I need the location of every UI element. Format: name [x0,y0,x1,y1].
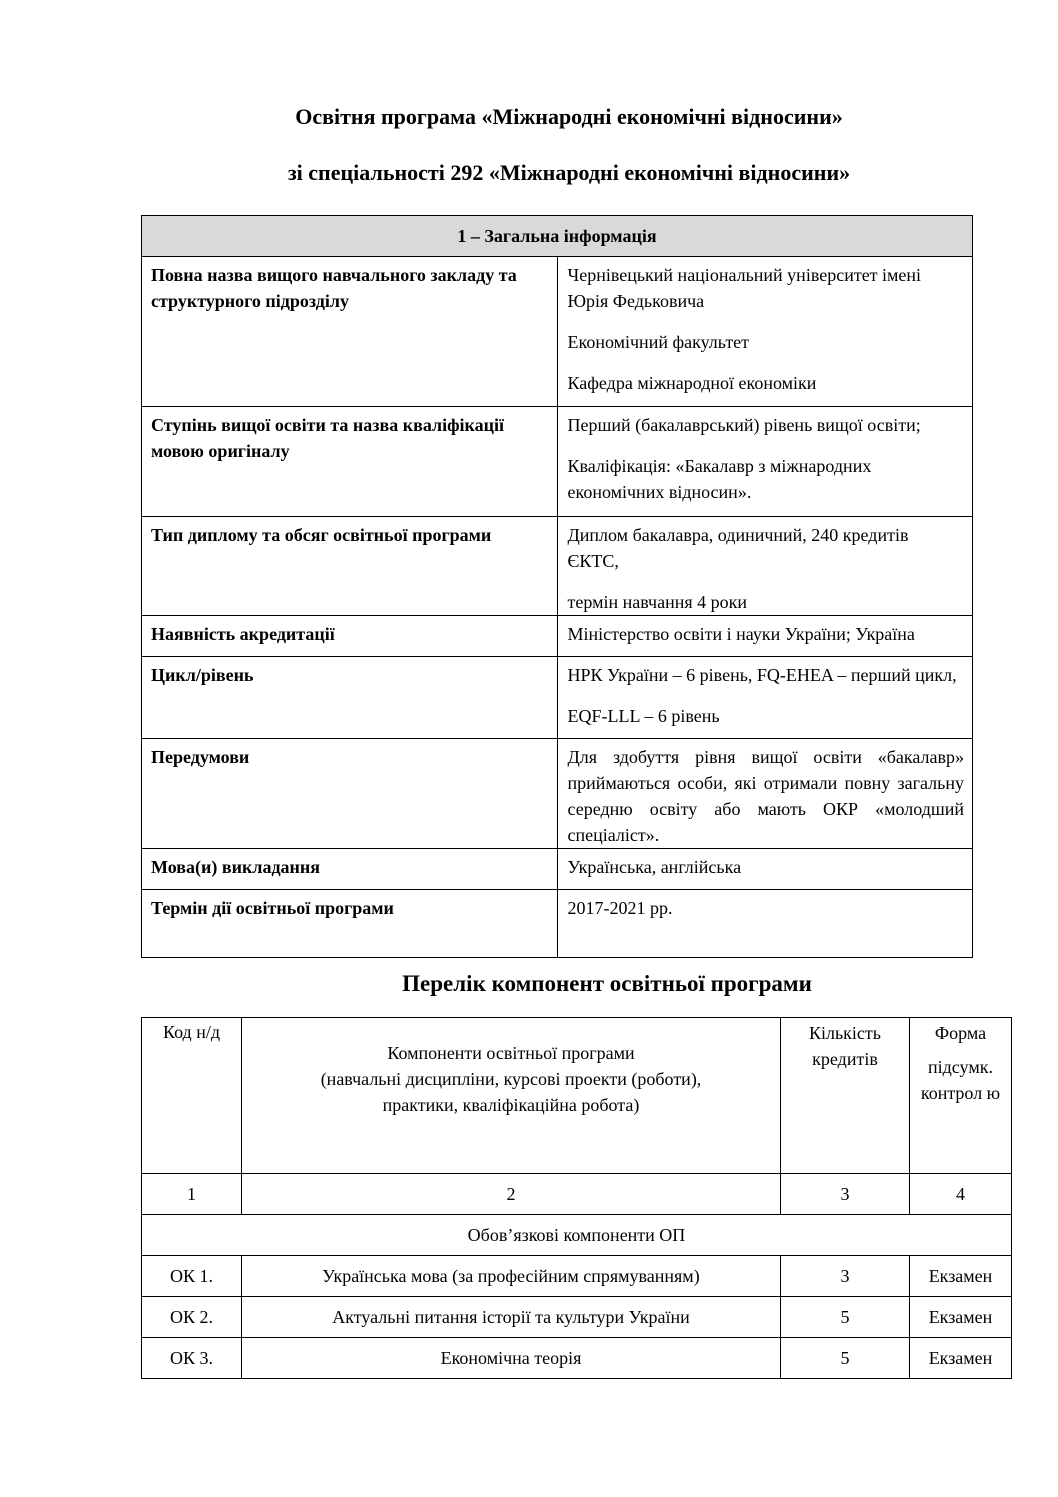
components-table [141,1017,1012,1379]
component-credits: 3 [781,1256,910,1297]
component-credits: 5 [781,1297,910,1338]
info-value-line: EQF-LLL – 6 рівень [567,706,720,726]
info-label-degree: Ступінь вищої освіти та назва кваліфікації мовою оригіналу [142,407,558,517]
col-header-form-line: підсумк. контрол ю [920,1057,1001,1103]
info-value-line: НРК України – 6 рівень, FQ-EHEA – перший цикл, [567,665,957,685]
general-info-table [141,215,973,958]
col-header-name [242,1018,781,1174]
component-name: Українська мова (за професійним спрямуванням) [242,1256,781,1297]
info-label-language: Мова(и) викладання [142,849,558,890]
info-label-cycle: Цикл/рівень [142,657,558,739]
component-code: ОК 1. [142,1256,242,1297]
info-value-line: Перший (бакалаврський) рівень вищої освіти; [567,415,921,435]
component-code: ОК 3. [142,1338,242,1379]
component-form: Екзамен [910,1297,1012,1338]
col-header-name-line: (навчальні дисципліни, курсові проекти (роботи), [320,1069,702,1089]
info-value-prerequisites [557,739,973,849]
col-number: 3 [781,1174,910,1215]
component-credits: 5 [781,1338,910,1379]
info-label-institution: Повна назва вищого навчального закладу та структурного підрозділу [142,257,558,407]
col-header-code: Код н/д [142,1018,242,1174]
component-form: Екзамен [910,1338,1012,1379]
info-label-accreditation: Наявність акредитації [142,616,558,657]
info-value-language [557,849,973,890]
info-label-prerequisites: Передумови [142,739,558,849]
info-value-validity [557,890,973,958]
component-name: Актуальні питання історії та культури України [242,1297,781,1338]
info-value-line: 2017-2021 рр. [567,898,673,918]
info-value-line: Чернівецький національний університет імені Юрія Федьковича [567,265,922,311]
col-header-name-line: практики, кваліфікаційна робота) [382,1095,640,1115]
col-header-form-line: Форма [934,1023,987,1043]
program-title: Освітня програма «Міжнародні економічні відносини» [295,104,843,129]
info-value-line: Міністерство освіти і науки України; Україна [567,624,915,644]
info-value-accreditation [557,616,973,657]
info-value-cycle [557,657,973,739]
component-code: ОК 2. [142,1297,242,1338]
info-value-line: термін навчання 4 роки [567,592,748,612]
info-value-line: Для здобуття рівня вищої освіти «бакалавр» приймаються особи, які отримали повну загальну середню освіту або мають ОКР «молодший спеціаліст». [567,747,964,845]
info-value-line: Українська, англійська [567,857,742,877]
col-number: 2 [242,1174,781,1215]
col-header-name-line: Компоненти освітньої програми [387,1043,635,1063]
info-value-degree [557,407,973,517]
info-value-line: Кафедра міжнародної економіки [567,373,817,393]
col-header-form [910,1018,1012,1174]
component-form: Екзамен [910,1256,1012,1297]
specialty-title: зі спеціальності 292 «Міжнародні економічні відносини» [287,160,851,185]
col-number: 1 [142,1174,242,1215]
col-number: 4 [910,1174,1012,1215]
info-value-line: Кваліфікація: «Бакалавр з міжнародних економічних відносин». [567,456,872,502]
components-title: Перелік компонент освітньої програми [402,971,812,996]
col-header-credits: Кількість кредитів [781,1018,910,1174]
info-value-diploma [557,517,973,616]
info-value-institution [557,257,973,407]
info-value-line: Економічний факультет [567,332,750,352]
component-name: Економічна теорія [242,1338,781,1379]
info-label-diploma: Тип диплому та обсяг освітньої програми [142,517,558,616]
section-row-mandatory: Обов’язкові компоненти ОП [142,1215,1012,1256]
info-value-line: Диплом бакалавра, одиничний, 240 кредитів ЄКТС, [567,525,909,571]
general-info-header: 1 – Загальна інформація [142,216,973,257]
info-label-validity: Термін дії освітньої програми [142,890,558,958]
